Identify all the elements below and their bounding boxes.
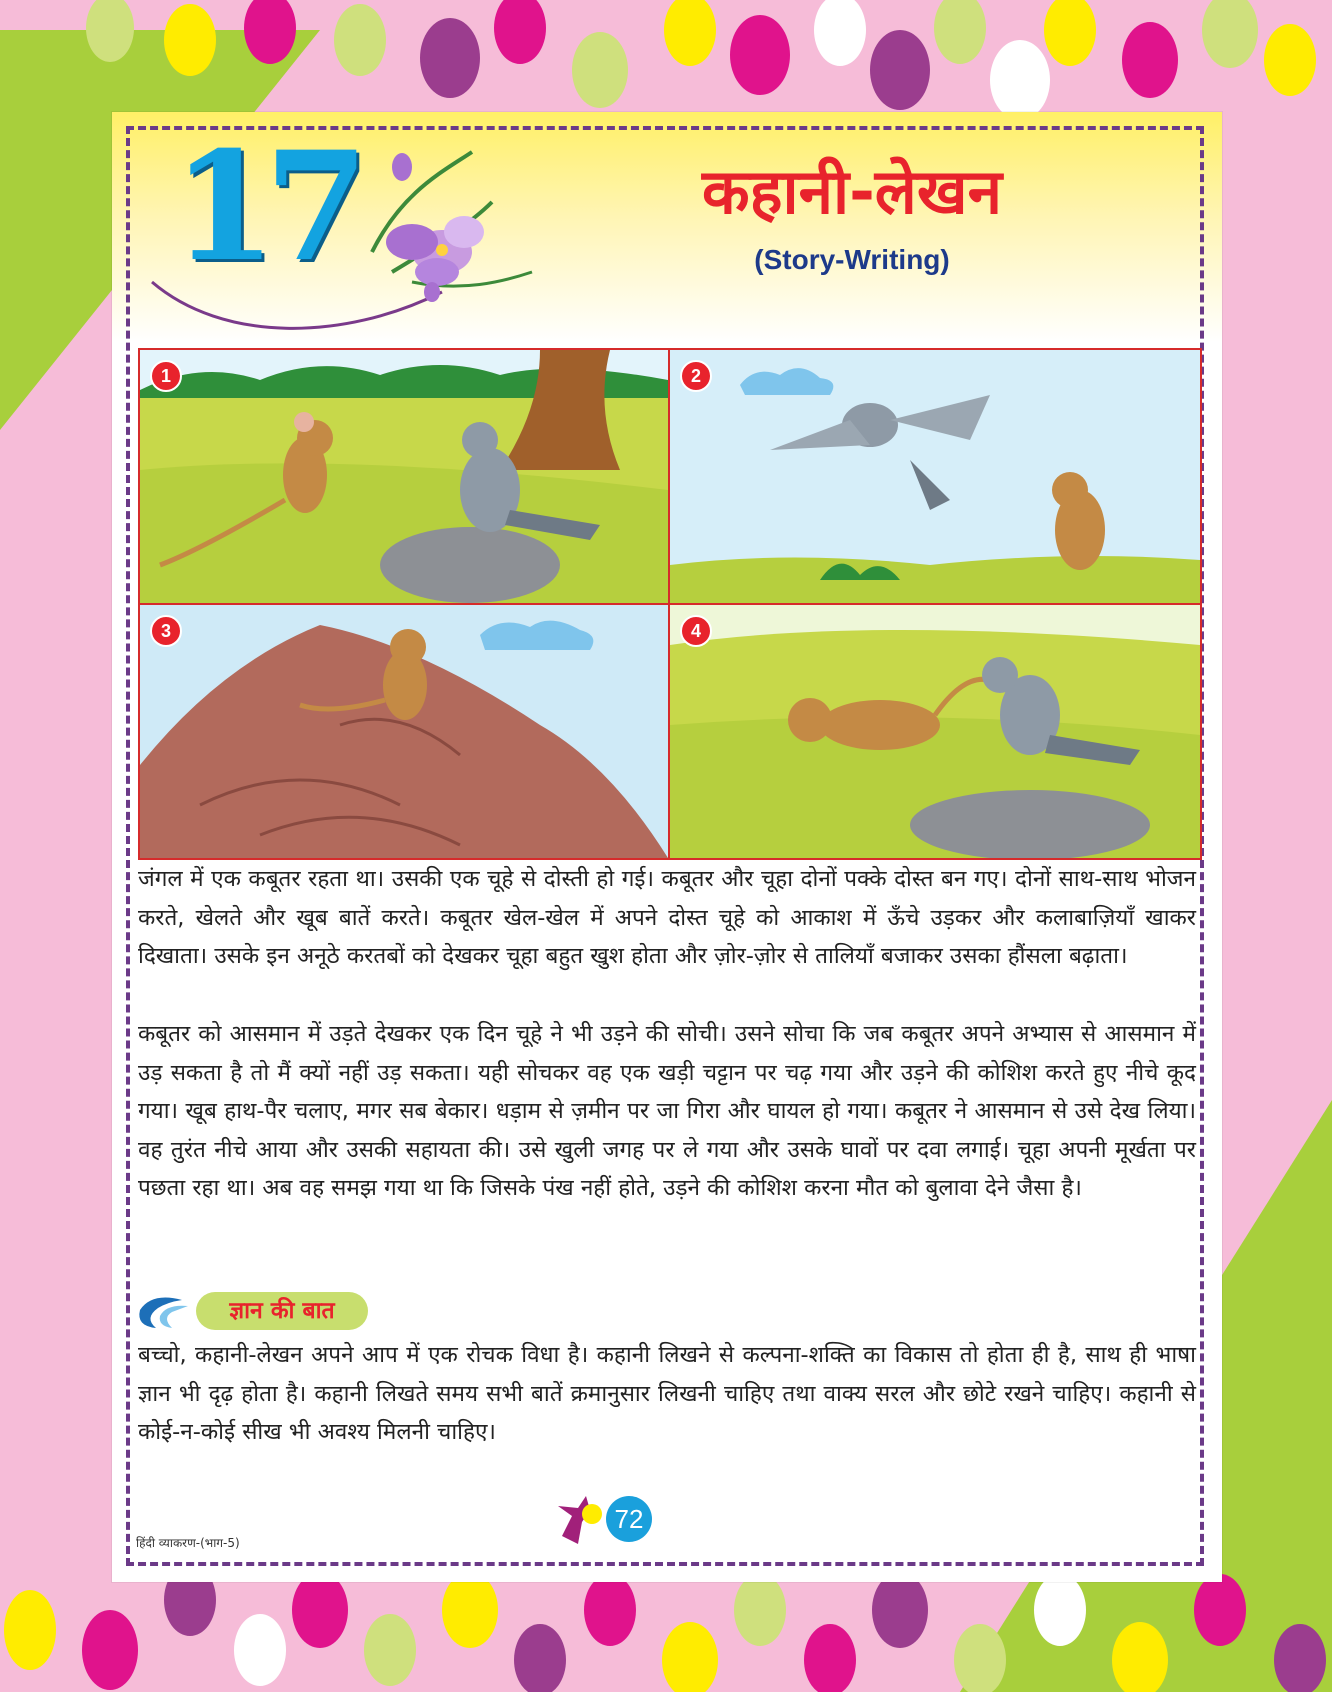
comic-panel-4 bbox=[670, 605, 1200, 858]
story-paragraph-2: कबूतर को आसमान में उड़ते देखकर एक दिन चूहे ने भी उड़ने की सोची। उसने सोचा कि जब कबूतर अपने अभ्यास से आसमान में उड़ सकता है तो मैं क्यों नहीं उड़ सकता। यही सोचकर वह एक खड़ी चट्टान पर चढ़ गया और उड़ने की कोशिश करते हुए नीचे कूद गया। खूब हाथ-पैर चलाए, मगर सब बेकार। धड़ाम से ज़मीन पर जा गिरा और घायल हो गया। कबूतर ने आसमान से उसे देख लिया। वह तुरंत नीचे आया और उसकी सहायता की। उसे खुली जगह पर ले गया और उसके घावों पर दवा लगाई। चूहा अपनी मूर्खता पर पछता रहा था। अब वह समझ गया था कि जिसके पंख नहीं होते, उड़ने की कोशिश करना मौत को बुलावा देने जैसा है। bbox=[138, 1021, 1196, 1201]
chapter-title: कहानी-लेखन bbox=[702, 155, 1002, 228]
comic-panel-4-illustration bbox=[670, 605, 1200, 858]
comic-panel-1-illustration bbox=[140, 350, 668, 603]
comic-panel-2-illustration bbox=[670, 350, 1200, 603]
panel-number-badge: 2 bbox=[680, 360, 712, 392]
chapter-number: 17 bbox=[172, 119, 357, 295]
story-paragraph-1: जंगल में एक कबूतर रहता था। उसकी एक चूहे से दोस्ती हो गई। कबूतर और चूहा दोनों पक्के दोस्त बन गए। दोनों साथ-साथ भोजन करते, खेलते और खूब बातें करते। कबूतर खेल-खेल में अपने दोस्त चूहे को आकाश में ऊँचे उड़कर और कलाबाज़ियाँ खाकर दिखाता। उसके इन अनूठे करतबों को देखकर चूहा बहुत खुश होता और ज़ोर-ज़ोर से तालियाँ बजाकर उसका हौंसला बढ़ाता। bbox=[138, 866, 1196, 969]
comic-strip bbox=[138, 348, 1202, 860]
swirl-icon bbox=[132, 1288, 192, 1336]
comic-panel-2 bbox=[670, 350, 1200, 603]
gyan-body: बच्चो, कहानी-लेखन अपने आप में एक रोचक विधा है। कहानी लिखने से कल्पना-शक्ति का विकास तो होता ही है, साथ ही भाषा ज्ञान भी दृढ़ होता है। कहानी लिखते समय सभी बातें क्रमानुसार लिखनी चाहिए तथा वाक्य सरल और छोटे रखने चाहिए। कहानी से कोई-न-कोई सीख भी अवश्य मिलनी चाहिए। bbox=[138, 1342, 1196, 1445]
page-number: 72 bbox=[606, 1496, 652, 1542]
comic-panel-3-illustration bbox=[140, 605, 668, 858]
gyan-heading-label: ज्ञान की बात bbox=[196, 1292, 368, 1330]
page-card bbox=[112, 112, 1222, 1582]
top-dots-decoration bbox=[86, 0, 1316, 120]
panel-number-badge: 1 bbox=[150, 360, 182, 392]
chapter-subtitle: (Story-Writing) bbox=[754, 244, 950, 275]
book-title: हिंदी व्याकरण-(भाग-5) bbox=[136, 1536, 240, 1550]
panel-number-badge: 3 bbox=[150, 615, 182, 647]
comic-panel-3 bbox=[140, 605, 668, 858]
comic-panel-1 bbox=[140, 350, 668, 603]
gyan-heading bbox=[132, 1288, 335, 1336]
star-icon bbox=[552, 1496, 612, 1546]
panel-number-badge: 4 bbox=[680, 615, 712, 647]
